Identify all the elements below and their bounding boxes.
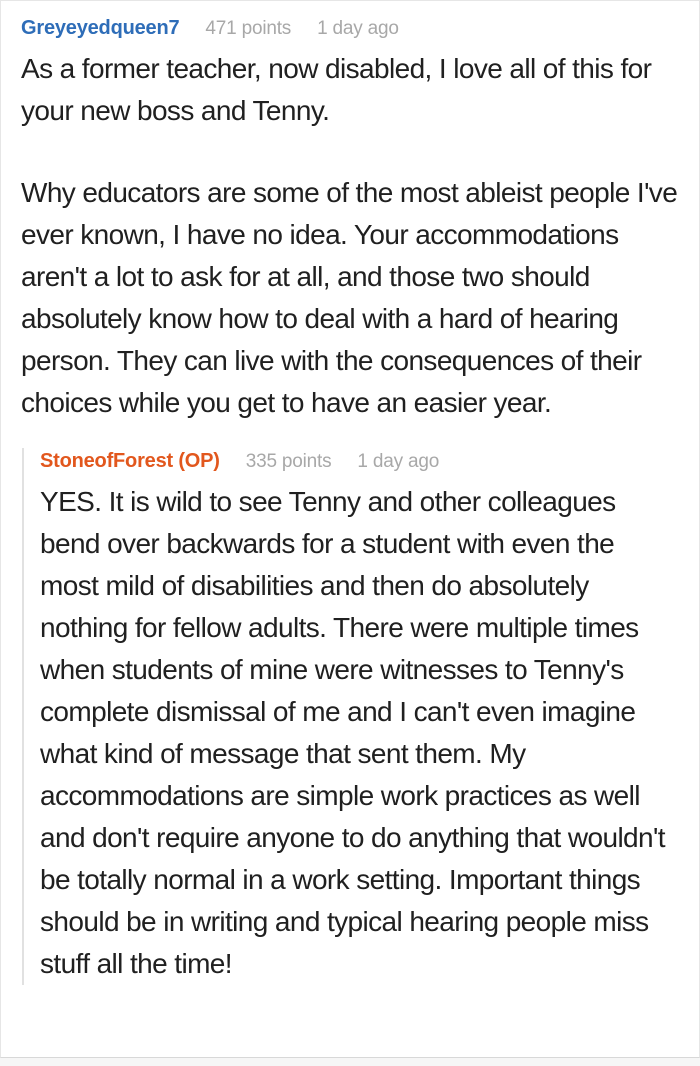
comment-paragraph: YES. It is wild to see Tenny and other colleagues bend over backwards for a student with even the most mild of disabilities and then do absolutely nothing for fellow adults. There were multiple times when students of mine were witnesses to Tenny's complete dismissal of me and I can't even imagine what kind of message that sent them. My accommodations are simple work practices as well and don't require anyone to do anything that wouldn't be totally normal in a work setting. Important things should be in writing and typical hearing people miss stuff all the time! <box>40 486 665 979</box>
comment-author-op-link[interactable]: StoneofForest (OP) <box>40 450 220 472</box>
page-background-strip <box>0 1058 700 1066</box>
comment-header <box>21 15 679 42</box>
comment-header <box>40 448 679 475</box>
comment-top-level <box>21 15 679 985</box>
comment-paragraph: As a former teacher, now disabled, I love all of this for your new boss and Tenny. <box>21 53 652 126</box>
comment-points: 335 points <box>245 451 332 472</box>
comment-reply-nested <box>22 448 679 985</box>
comment-paragraph: Why educators are some of the most ableist people I've ever known, I have no idea. Your accommodations aren't a lot to ask for at all, and those two should absolutely know how to deal with a hard of hearing person. They can live with the consequences of their choices while you get to have an easier year. <box>21 177 678 418</box>
comment-author-link[interactable]: Greyeyedqueen7 <box>21 17 180 39</box>
comment-points: 471 points <box>205 18 292 39</box>
comment-timestamp: 1 day ago <box>357 451 440 472</box>
comment-timestamp: 1 day ago <box>317 18 399 39</box>
